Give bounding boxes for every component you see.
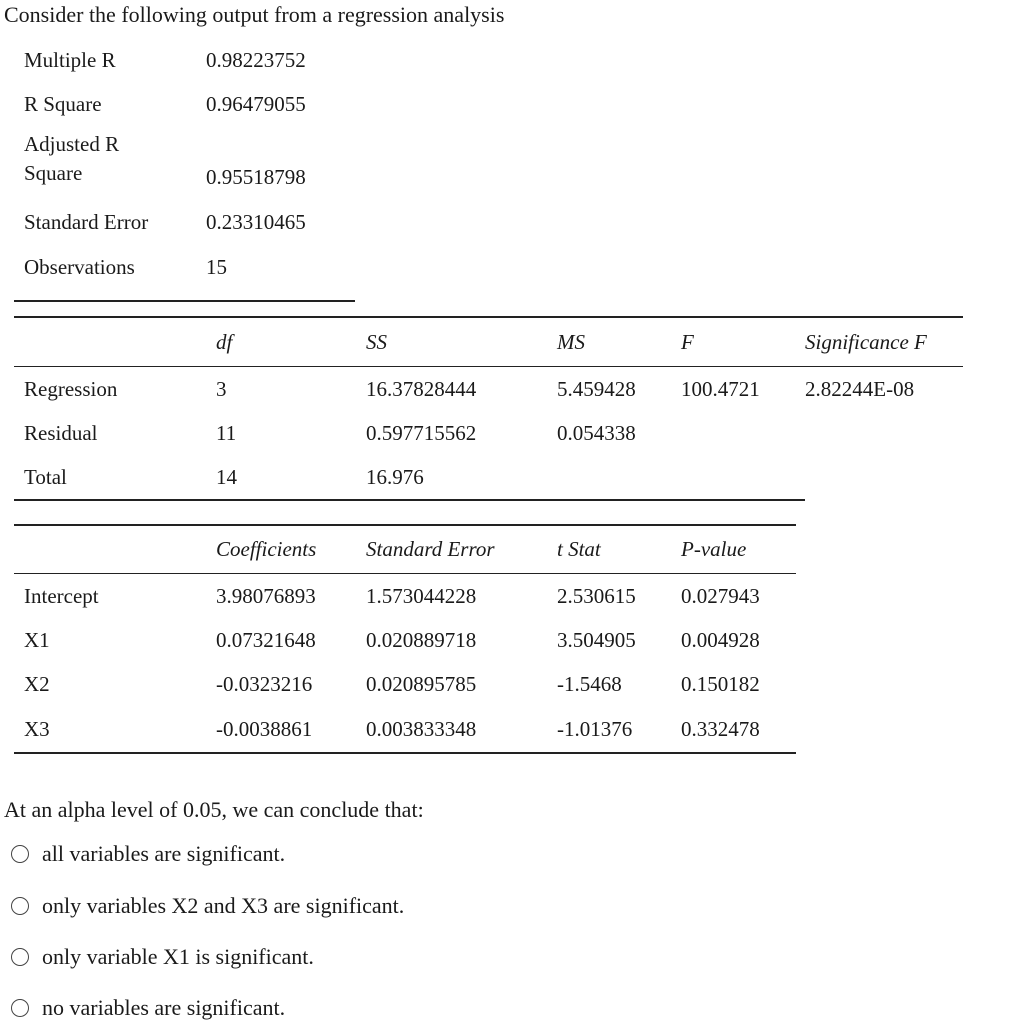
stat-value [206,126,355,200]
table-cell: 0.07321648 [216,627,316,652]
column-header: df [216,317,366,367]
table-cell: 11 [216,420,237,445]
table-cell: 16.976 [366,455,557,500]
radio-button[interactable] [11,948,29,966]
table-row [14,662,796,706]
table-cell: -0.0323216 [216,671,313,696]
table-cell: -1.01376 [557,716,633,741]
stat-value: 15 [206,254,227,279]
column-header: MS [557,317,681,367]
table-row [14,38,355,82]
radio-button[interactable] [11,845,29,863]
table-cell: 2.82244E-08 [805,376,915,401]
stat-value: 0.23310465 [206,209,306,234]
table-cell: 0.020889718 [366,627,477,652]
option-label: only variables X2 and X3 are significant. [42,893,405,918]
answer-option-all-significant[interactable] [11,841,285,867]
column-header: Standard Error [366,525,557,574]
row-label: X1 [24,627,50,652]
question-text: Consider the following output from a regression analysis [4,2,505,27]
row-label: Total [14,455,216,500]
table-cell: 0.597715562 [366,420,477,445]
table-header-row [14,317,963,367]
coefficients-table [14,524,796,754]
stat-label-line2: Square [24,161,83,185]
row-label: X2 [24,671,50,696]
table-row [14,367,963,412]
table-row [14,618,796,662]
table-cell: 5.459428 [557,376,636,401]
answer-option-x1-significant[interactable] [11,944,314,970]
table-cell: 100.4721 [681,376,760,401]
table-cell: 0.004928 [681,627,760,652]
option-label: only variable X1 is significant. [42,944,314,969]
column-header: t Stat [557,525,681,574]
table-row [14,126,355,200]
table-row [14,244,355,290]
radio-button[interactable] [11,897,29,915]
stat-label: Multiple R [24,47,116,72]
table-header-row [14,525,796,574]
answer-option-none-significant[interactable] [11,995,285,1021]
table-row [14,82,355,126]
row-label: Residual [24,420,98,445]
column-header: Significance F [805,317,963,367]
column-header: Coefficients [216,525,366,574]
table-cell: 16.37828444 [366,376,477,401]
table-row [14,200,355,244]
row-label: Regression [24,376,118,401]
row-label: Intercept [24,583,99,608]
table-cell [805,411,963,455]
stat-label: R Square [24,91,102,116]
column-header: P-value [681,525,796,574]
table-row [14,706,796,753]
table-cell: -1.5468 [557,671,622,696]
option-label: no variables are significant. [42,995,286,1020]
row-label: X3 [24,716,50,741]
stat-value: 0.98223752 [206,47,306,72]
table-cell [681,455,805,500]
stat-label-line1: Adjusted R [24,132,120,156]
stat-value: 0.96479055 [206,91,306,116]
table-cell: 3.98076893 [216,583,316,608]
stat-label [14,126,206,200]
table-cell: 0.054338 [557,420,636,445]
table-cell: 0.020895785 [366,671,477,696]
table-cell [557,455,681,500]
table-row [14,411,963,455]
option-label: all variables are significant. [42,841,286,866]
table-cell: 2.530615 [557,583,636,608]
regression-statistics-table [14,38,355,302]
table-cell: 0.332478 [681,716,760,741]
table-cell: 1.573044228 [366,583,477,608]
table-cell: 0.003833348 [366,716,477,741]
stat-value-text: 0.95518798 [206,164,306,189]
table-cell: -0.0038861 [216,716,313,741]
table-row [14,574,796,619]
table-cell: 3.504905 [557,627,636,652]
prompt-text: At an alpha level of 0.05, we can conclude that: [4,797,424,822]
table-cell: 0.027943 [681,583,760,608]
table-cell: 14 [216,455,366,500]
radio-button[interactable] [11,999,29,1017]
answer-option-x2-x3-significant[interactable] [11,893,404,919]
stat-label: Observations [24,254,135,279]
table-cell [805,455,963,500]
stat-label: Standard Error [24,209,149,234]
table-cell: 0.150182 [681,671,760,696]
anova-table [14,316,963,501]
column-header: F [681,317,805,367]
stat-label-multiline [24,130,119,196]
column-header: SS [366,317,557,367]
table-row [14,455,963,500]
table-cell: 3 [216,376,227,401]
table-cell [681,411,805,455]
